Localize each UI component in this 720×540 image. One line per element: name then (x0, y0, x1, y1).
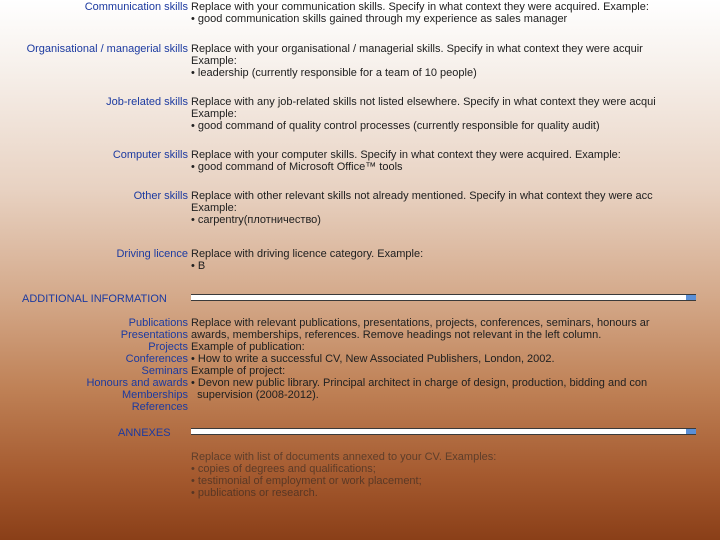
label-presentations: Presentations (120, 329, 188, 341)
label-references: References (131, 401, 188, 413)
text-line: Replace with relevant publications, presentations, projects, conferences, seminars, honours ar (191, 317, 650, 329)
section-description (191, 43, 720, 79)
text-line: • How to write a successful CV, New Associated Publishers, London, 2002. (191, 353, 555, 365)
text-line: supervision (2008-2012). (191, 389, 319, 401)
text-line: awards, memberships, references. Remove headings not relevant in the left column. (191, 329, 602, 341)
text-line: • good command of quality control processes (currently responsible for quality audit) (191, 120, 600, 132)
annexes-description (191, 451, 720, 499)
additional-description (191, 317, 720, 401)
text-line: • publications or research. (191, 487, 318, 499)
section-label: Job-related skills (106, 96, 188, 108)
annexes-heading: ANNEXES (118, 427, 171, 439)
label-conferences: Conferences (125, 353, 188, 365)
label-publications: Publications (128, 317, 188, 329)
text-line: • good communication skills gained through my experience as sales manager (191, 13, 568, 25)
text-line: • copies of degrees and qualifications; (191, 463, 376, 475)
text-line: • leadership (currently responsible for a team of 10 people) (191, 67, 477, 79)
text-line: Replace with other relevant skills not already mentioned. Specify in what context they were acc (191, 190, 653, 202)
section-label: Computer skills (112, 149, 188, 161)
text-line: Replace with your communication skills. Specify in what context they were acquired. Example: (191, 1, 649, 13)
section-label: Other skills (133, 190, 188, 202)
text-line: Example: (191, 55, 237, 67)
text-line: • Devon new public library. Principal architect in charge of design, production, bidding and con (191, 377, 648, 389)
text-line: Replace with your organisational / managerial skills. Specify in what context they were acquir (191, 43, 643, 55)
section-description (191, 190, 720, 226)
text-line: • good command of Microsoft Office™ tools (191, 161, 403, 173)
section-description (191, 96, 720, 132)
text-line: Replace with your computer skills. Specify in what context they were acquired. Example: (191, 149, 621, 161)
label-seminars: Seminars (141, 365, 188, 377)
section-divider-bar (191, 294, 696, 301)
text-line: Example: (191, 202, 237, 214)
text-line: Example of project: (191, 365, 286, 377)
text-line: • testimonial of employment or work placement; (191, 475, 422, 487)
additional-labels (86, 317, 188, 413)
text-line: Example: (191, 108, 237, 120)
section-label: Organisational / managerial skills (26, 43, 188, 55)
section-description (191, 248, 720, 272)
divider-accent (686, 295, 696, 300)
text-line: Replace with driving licence category. Example: (191, 248, 424, 260)
text-line: • carpentry(плотничество) (191, 214, 321, 226)
divider-accent (686, 429, 696, 434)
section-description (191, 149, 720, 173)
additional-information-heading: ADDITIONAL INFORMATION (22, 293, 167, 305)
label-honours-and-awards: Honours and awards (86, 377, 188, 389)
label-projects: Projects (148, 341, 188, 353)
label-memberships: Memberships (121, 389, 188, 401)
text-line: • B (191, 260, 206, 272)
text-line: Example of publication: (191, 341, 305, 353)
text-line: Replace with list of documents annexed to your CV. Examples: (191, 451, 497, 463)
section-description (191, 1, 720, 25)
section-label: Communication skills (84, 1, 188, 13)
section-divider-bar (191, 428, 696, 435)
text-line: Replace with any job-related skills not listed elsewhere. Specify in what context they were acqui (191, 96, 656, 108)
section-label: Driving licence (116, 248, 188, 260)
